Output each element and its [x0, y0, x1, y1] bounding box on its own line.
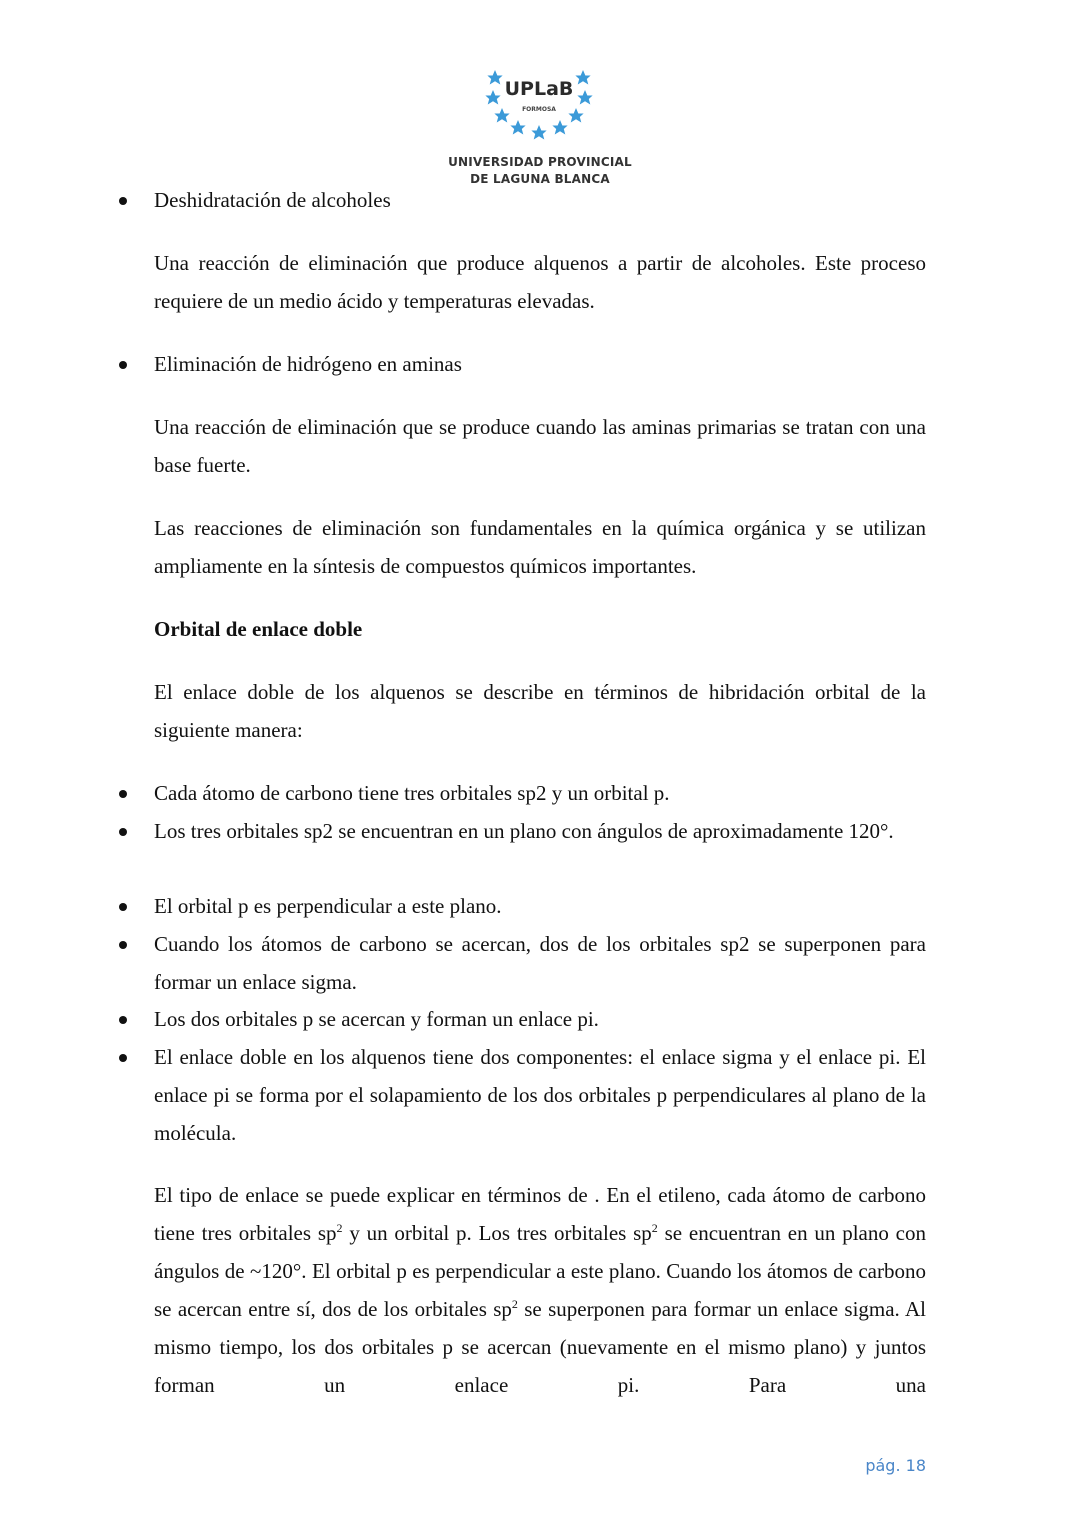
logo-subtext: FORMOSA: [522, 106, 556, 113]
dehydration-body: Una reacción de eliminación que produce alquenos a partir de alcoholes. Este proceso requiere de un medio ácido y temperaturas elevadas.: [154, 251, 926, 313]
university-logo: [440, 62, 640, 192]
summary-paragraph: Las reacciones de eliminación son fundamentales en la química orgánica y se utilizan ampliamente en la síntesis de compuestos químicos importantes.: [154, 516, 926, 578]
orbital-point-3: El orbital p es perpendicular a este plano.: [154, 894, 502, 918]
dehydration-title: Deshidratación de alcoholes: [154, 188, 391, 212]
final-paragraph: El tipo de enlace se puede explicar en términos de . En el etileno, cada átomo de carbono tiene tres orbitales $sp^2$ y un orbital p. Los tres orbitales $sp^2$ se encuentran en un plano con ángulos de ~120°. El orbital p es perpendicular a este plano. Cuando los átomos de carbono se acercan entre sí, dos de los orbitales $sp^2$ se superponen para formar un enlace sigma. Al mismo tiempo, los dos orbitales p se acercan (nuevamente en el mismo plano) y juntos forman un enlace pi. Para una: [154, 1183, 926, 1397]
orbital-intro: El enlace doble de los alquenos se describe en términos de hibridación orbital de la siguiente manera:: [154, 680, 926, 742]
amines-body: Una reacción de eliminación que se produce cuando las aminas primarias se tratan con una base fuerte.: [154, 415, 926, 477]
bullet-icon: [119, 941, 127, 949]
page-number: pág. 18: [865, 1456, 926, 1475]
orbital-point-6: El enlace doble en los alquenos tiene dos componentes: el enlace sigma y el enlace pi. El enlace pi se forma por el solapamiento de los dos orbitales p perpendiculares al plano de la molécula.: [154, 1045, 926, 1145]
amines-title: Eliminación de hidrógeno en aminas: [154, 352, 462, 376]
logo-wordmark: UPLaB: [504, 78, 574, 100]
institution-line-2: DE LAGUNA BLANCA: [470, 172, 610, 186]
bullet-icon: [119, 828, 127, 836]
orbital-point-2: Los tres orbitales sp2 se encuentran en un plano con ángulos de aproximadamente 120°.: [154, 819, 894, 843]
orbital-point-1: Cada átomo de carbono tiene tres orbitales sp2 y un orbital p.: [154, 781, 670, 805]
orbital-point-5: Los dos orbitales p se acercan y forman un enlace pi.: [154, 1007, 599, 1031]
orbital-heading: Orbital de enlace doble: [154, 617, 363, 641]
bullet-icon: [119, 361, 127, 369]
bullet-icon: [119, 790, 127, 798]
bullet-icon: [119, 1054, 127, 1062]
logo-star-ring-icon: [440, 62, 640, 154]
bullet-icon: [119, 1016, 127, 1024]
orbital-point-4: Cuando los átomos de carbono se acercan, dos de los orbitales sp2 se superponen para formar un enlace sigma.: [154, 932, 926, 994]
institution-line-1: UNIVERSIDAD PROVINCIAL: [448, 155, 632, 169]
bullet-icon: [119, 197, 127, 205]
bullet-icon: [119, 903, 127, 911]
